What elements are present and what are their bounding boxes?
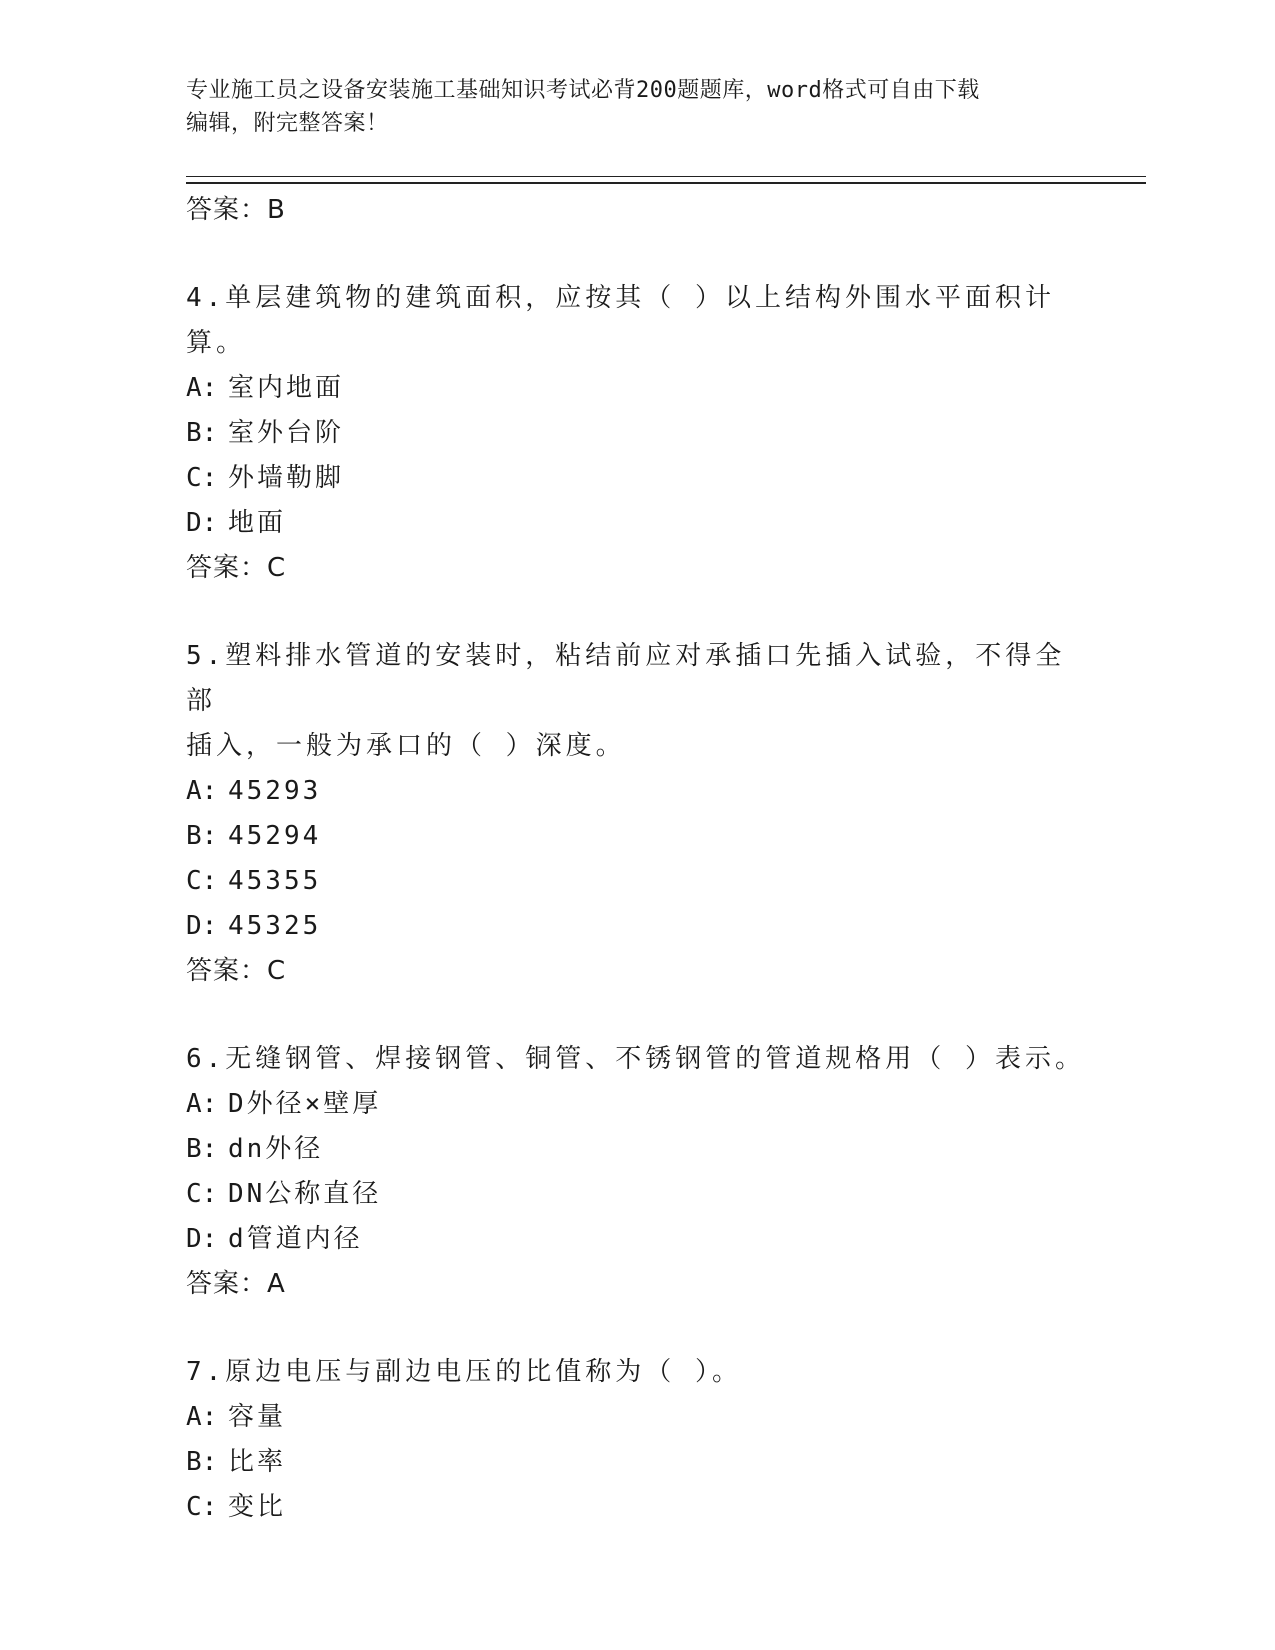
previous-answer: 答案：B (186, 195, 286, 225)
question-5 (186, 634, 1086, 994)
header-line-1: 专业施工员之设备安装施工基础知识考试必背200题题库，word格式可自由下载 (186, 78, 980, 103)
option-key: A: (186, 1089, 218, 1119)
document-header (186, 74, 1086, 140)
spacer (186, 994, 1086, 1037)
option-a (186, 769, 1086, 814)
question-text-continued: 插入，一般为承口的（ ）深度。 (186, 731, 626, 761)
option-text: 变比 (228, 1492, 287, 1522)
spacer (186, 591, 1086, 634)
question-text: 6.无缝钢管、焊接钢管、铜管、不锈钢管的管道规格用（ ）表示。 (186, 1044, 1085, 1074)
option-b (186, 1440, 1086, 1485)
option-c (186, 1485, 1086, 1530)
option-key: B: (186, 418, 218, 448)
option-key: D: (186, 911, 218, 941)
option-text: 外墙勒脚 (228, 463, 345, 493)
option-a (186, 1082, 1086, 1127)
option-text: 室内地面 (228, 373, 345, 403)
option-key: B: (186, 1447, 218, 1477)
option-text: 45325 (228, 911, 322, 941)
answer: 答案：A (186, 1269, 286, 1299)
answer: 答案：C (186, 553, 287, 583)
option-text: d管道内径 (228, 1224, 363, 1254)
option-c (186, 1172, 1086, 1217)
option-text: DN公称直径 (228, 1179, 382, 1209)
option-key: C: (186, 1492, 218, 1522)
header-line-2: 编辑，附完整答案！ (186, 111, 389, 136)
option-d (186, 1217, 1086, 1262)
option-b (186, 814, 1086, 859)
option-c (186, 456, 1086, 501)
header-divider (186, 176, 1146, 184)
option-b (186, 1127, 1086, 1172)
option-text: dn外径 (228, 1134, 324, 1164)
question-4 (186, 276, 1086, 591)
option-key: C: (186, 866, 218, 896)
option-key: C: (186, 463, 218, 493)
option-key: A: (186, 373, 218, 403)
option-a (186, 366, 1086, 411)
option-key: C: (186, 1179, 218, 1209)
question-7 (186, 1350, 1086, 1530)
option-key: B: (186, 821, 218, 851)
question-list (186, 188, 1086, 1530)
option-text: 比率 (228, 1447, 287, 1477)
option-text: 室外台阶 (228, 418, 345, 448)
option-text: 45293 (228, 776, 322, 806)
question-6 (186, 1037, 1086, 1307)
option-text: 容量 (228, 1402, 287, 1432)
spacer (186, 233, 1086, 276)
option-a (186, 1395, 1086, 1440)
option-key: D: (186, 508, 218, 538)
option-key: A: (186, 776, 218, 806)
spacer (186, 1307, 1086, 1350)
option-c (186, 859, 1086, 904)
option-key: A: (186, 1402, 218, 1432)
question-text: 4.单层建筑物的建筑面积，应按其（ ）以上结构外围水平面积计算。 (186, 283, 1055, 358)
answer: 答案：C (186, 956, 287, 986)
question-text: 5.塑料排水管道的安装时，粘结前应对承插口先插入试验，不得全部 (186, 641, 1066, 716)
option-d (186, 501, 1086, 546)
option-text: D外径×壁厚 (228, 1089, 382, 1119)
question-text: 7.原边电压与副边电压的比值称为（ ）。 (186, 1357, 742, 1387)
option-key: D: (186, 1224, 218, 1254)
option-d (186, 904, 1086, 949)
option-text: 45294 (228, 821, 322, 851)
option-text: 地面 (228, 508, 287, 538)
option-b (186, 411, 1086, 456)
option-text: 45355 (228, 866, 322, 896)
option-key: B: (186, 1134, 218, 1164)
